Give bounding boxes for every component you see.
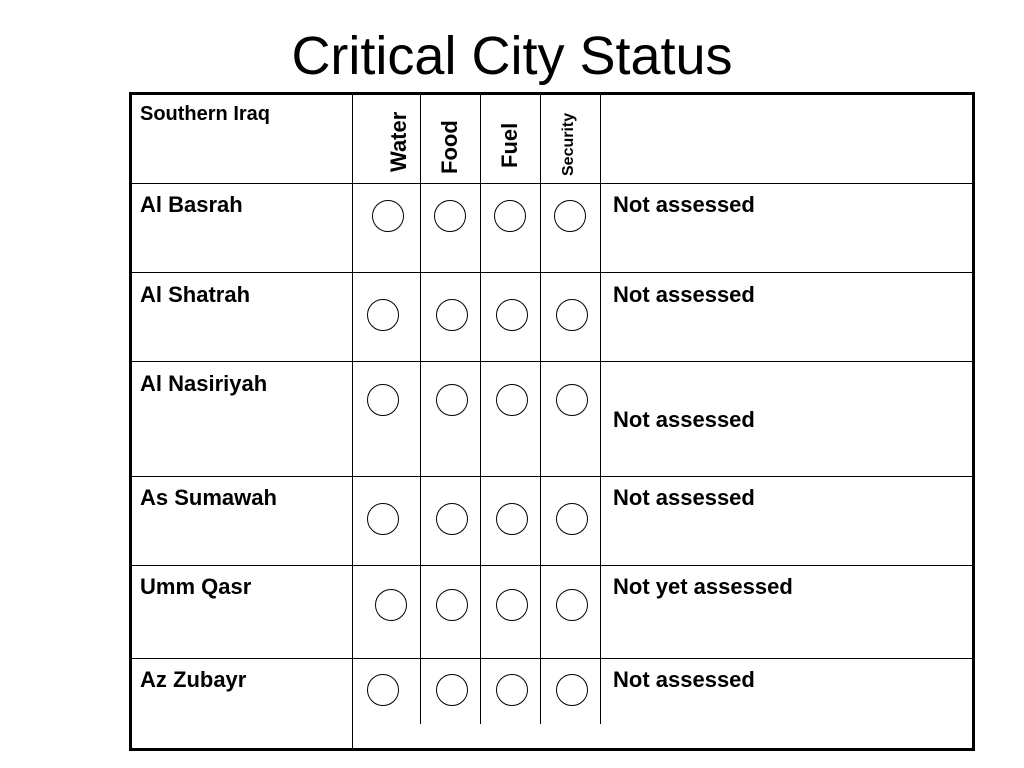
status-indicator-security xyxy=(554,200,586,232)
city-name: Az Zubayr xyxy=(140,667,247,692)
column-header-fuel: Fuel xyxy=(497,122,522,168)
status-indicator-fuel xyxy=(496,384,528,416)
city-name: Al Shatrah xyxy=(140,282,251,307)
status-indicator-fuel xyxy=(496,503,528,535)
status-indicator-security xyxy=(556,589,588,621)
status-indicator-water xyxy=(367,299,399,331)
row-divider xyxy=(129,183,975,184)
assessment-status: Not assessed xyxy=(613,667,755,692)
status-indicator-security xyxy=(556,674,588,706)
column-divider xyxy=(540,92,541,724)
status-indicator-food xyxy=(434,200,466,232)
column-divider xyxy=(480,92,481,724)
status-indicator-security xyxy=(556,299,588,331)
city-name: Al Basrah xyxy=(140,192,243,217)
status-indicator-fuel xyxy=(496,674,528,706)
status-indicator-water xyxy=(372,200,404,232)
assessment-status: Not assessed xyxy=(613,192,755,217)
assessment-status: Not assessed xyxy=(613,407,755,432)
city-name: Umm Qasr xyxy=(140,574,252,599)
status-indicator-security xyxy=(556,384,588,416)
status-indicator-security xyxy=(556,503,588,535)
city-name: Al Nasiriyah xyxy=(140,371,268,396)
status-indicator-water xyxy=(367,503,399,535)
row-divider xyxy=(129,476,975,477)
row-divider xyxy=(129,361,975,362)
assessment-status: Not assessed xyxy=(613,282,755,307)
status-table xyxy=(129,92,975,751)
status-indicator-fuel xyxy=(496,589,528,621)
column-divider xyxy=(352,92,353,751)
column-header-water: Water xyxy=(386,111,411,172)
status-indicator-food xyxy=(436,589,468,621)
assessment-status: Not yet assessed xyxy=(613,574,793,599)
status-indicator-food xyxy=(436,674,468,706)
column-header-security: Security xyxy=(560,112,577,176)
row-divider xyxy=(129,658,975,659)
status-indicator-food xyxy=(436,384,468,416)
status-indicator-water xyxy=(367,674,399,706)
column-divider xyxy=(600,92,601,724)
status-indicator-fuel xyxy=(496,299,528,331)
row-divider xyxy=(129,565,975,566)
row-divider xyxy=(129,272,975,273)
region-label: Southern Iraq xyxy=(140,103,271,125)
assessment-status: Not assessed xyxy=(613,485,755,510)
column-divider xyxy=(420,92,421,724)
status-indicator-fuel xyxy=(494,200,526,232)
status-indicator-water xyxy=(367,384,399,416)
status-indicator-water xyxy=(375,589,407,621)
city-name: As Sumawah xyxy=(140,485,277,510)
column-header-food: Food xyxy=(437,120,462,174)
status-indicator-food xyxy=(436,299,468,331)
page-title: Critical City Status xyxy=(291,26,733,86)
status-indicator-food xyxy=(436,503,468,535)
